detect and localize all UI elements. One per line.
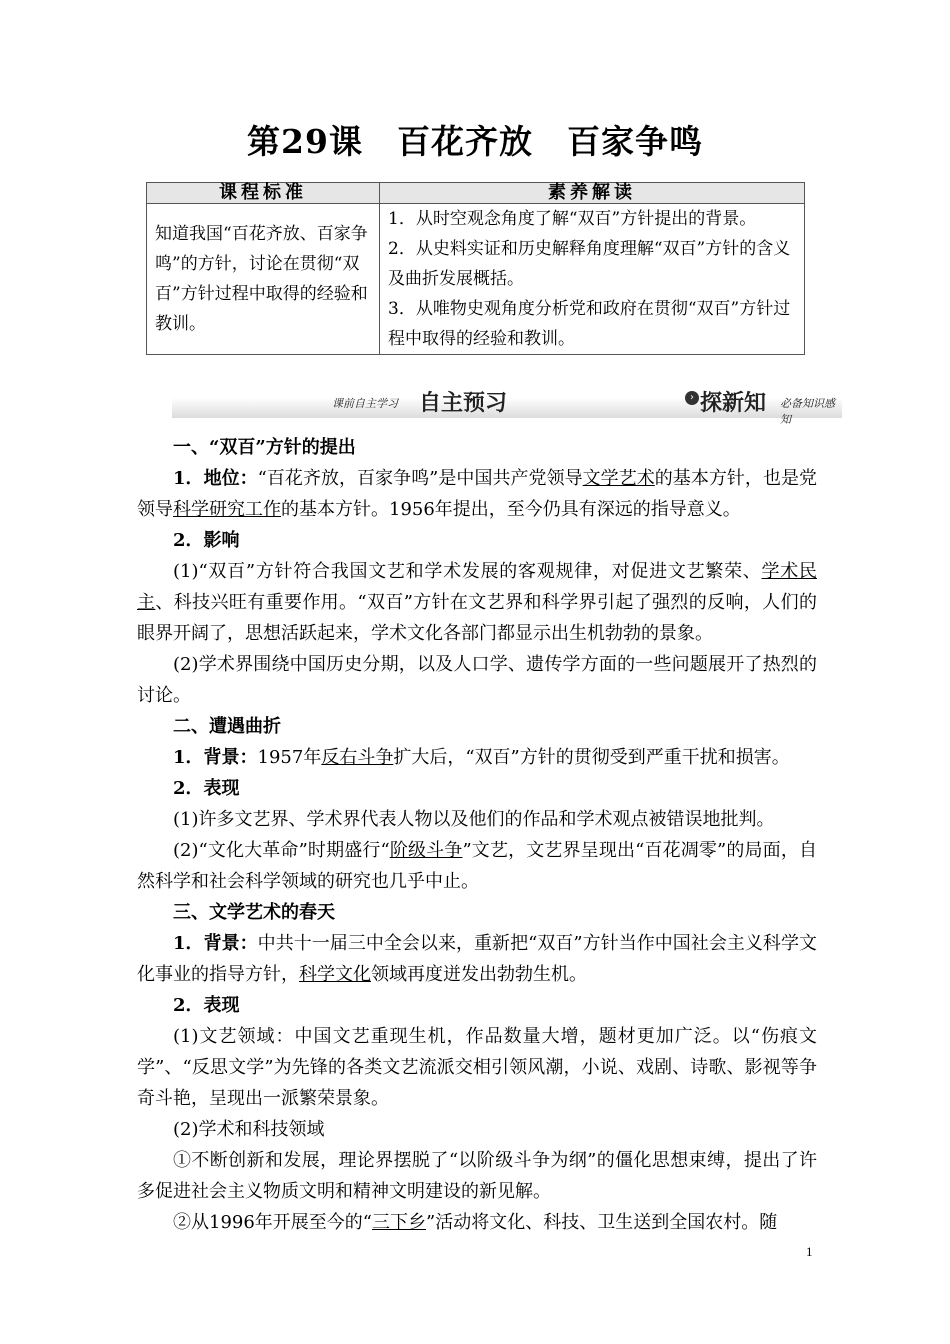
paragraph: (1)“双百”方针符合我国文艺和学术发展的客观规律，对促进文艺繁荣、学术民主、科技兴旺有重要作用。“双百”方针在文艺界和科学界引起了强烈的反响，人们的眼界开阔了，思想活跃起来，学术文化各部门都显示出生机勃勃的景象。 [137, 561, 818, 644]
standard-text: 知道我国“百花齐放、百家争鸣”的方针，讨论在贯彻“双百”方针过程中取得的经验和教训。 [147, 204, 380, 355]
paragraph: ②从1996年开展至今的“三下乡”活动将文化、科技、卫生送到全国农村。随 [173, 1212, 778, 1233]
banner-title-2: 探新知 [700, 391, 767, 416]
paragraph: 1．背景：中共十一届三中全会以来，重新把“双百”方针当作中国社会主义科学文化事业的指导方针，科学文化领域再度迸发出勃勃生机。 [137, 933, 817, 985]
section-heading: 一、“双百”方针的提出 [173, 437, 356, 458]
key-term: 科学研究工作 [173, 499, 281, 520]
curriculum-table [146, 182, 805, 355]
literacy-item: 2．从史料实证和历史解释角度理解“双百”方针的含义及曲折发展概括。 [388, 239, 791, 289]
banner-left-label: 课前自主学习 [332, 397, 398, 410]
key-term: 反右斗争 [321, 747, 394, 768]
paragraph: (1)许多文艺界、学术界代表人物以及他们的作品和学术观点被错误地批判。 [173, 809, 775, 830]
literacy-item: 3．从唯物史观角度分析党和政府在贯彻“双百”方针过程中取得的经验和教训。 [388, 299, 791, 349]
literacy-list [380, 204, 805, 355]
paragraph: 1．背景：1957年反右斗争扩大后，“双百”方针的贯彻受到严重干扰和损害。 [173, 747, 790, 768]
paragraph: (2)“文化大革命”时期盛行“阶级斗争”文艺，文艺界呈现出“百花凋零”的局面，自然科学和社会科学领域的研究也几乎中止。 [137, 840, 817, 892]
paragraph: (2)学术和科技领域 [173, 1119, 325, 1140]
key-term: 科学文化 [299, 964, 371, 985]
paragraph: 1．地位：“百花齐放，百家争鸣”是中国共产党领导文学艺术的基本方针，也是党领导科学研究工作的基本方针。1956年提出，至今仍具有深远的指导意义。 [137, 468, 818, 520]
table-header-standard: 课程标准 [147, 183, 380, 204]
section-banner [172, 384, 842, 426]
paragraph: (1)文艺领域：中国文艺重现生机，作品数量大增，题材更加广泛。以“伤痕文学”、“反思文学”为先锋的各类文艺流派交相引领风潮，小说、戏剧、诗歌、影视等争奇斗艳，呈现出一派繁荣景象。 [137, 1026, 817, 1109]
page-number: 1 [806, 1244, 813, 1259]
arrow-icon: › [685, 391, 699, 405]
lesson-title: 第29课 百花齐放 百家争鸣 [247, 122, 703, 161]
paragraph: ①不断创新和发展，理论界摆脱了“以阶级斗争为纲”的僵化思想束缚，提出了许多促进社会主义物质文明和精神文明建设的新见解。 [137, 1150, 817, 1202]
section-heading: 三、文学艺术的春天 [173, 902, 335, 923]
key-term: 阶级斗争 [389, 840, 463, 861]
banner-right-label: 必备知识感知 [780, 397, 835, 426]
section-heading: 二、遭遇曲折 [173, 716, 281, 737]
literacy-item: 1．从时空观念角度了解“双百”方针提出的背景。 [388, 209, 757, 229]
banner-title-1: 自主预习 [419, 391, 508, 416]
subheading: 2．表现 [173, 995, 240, 1016]
paragraph: (2)学术界围绕中国历史分期，以及人口学、遗传学方面的一些问题展开了热烈的讨论。 [137, 654, 817, 706]
table-header-literacy: 素养解读 [380, 183, 805, 204]
subheading: 2．影响 [173, 530, 240, 551]
key-term: 学术民主 [137, 561, 818, 613]
key-term: 文学艺术 [582, 468, 655, 489]
key-term: 三下乡 [372, 1212, 427, 1233]
lesson-body [137, 432, 817, 1238]
subheading: 2．表现 [173, 778, 240, 799]
